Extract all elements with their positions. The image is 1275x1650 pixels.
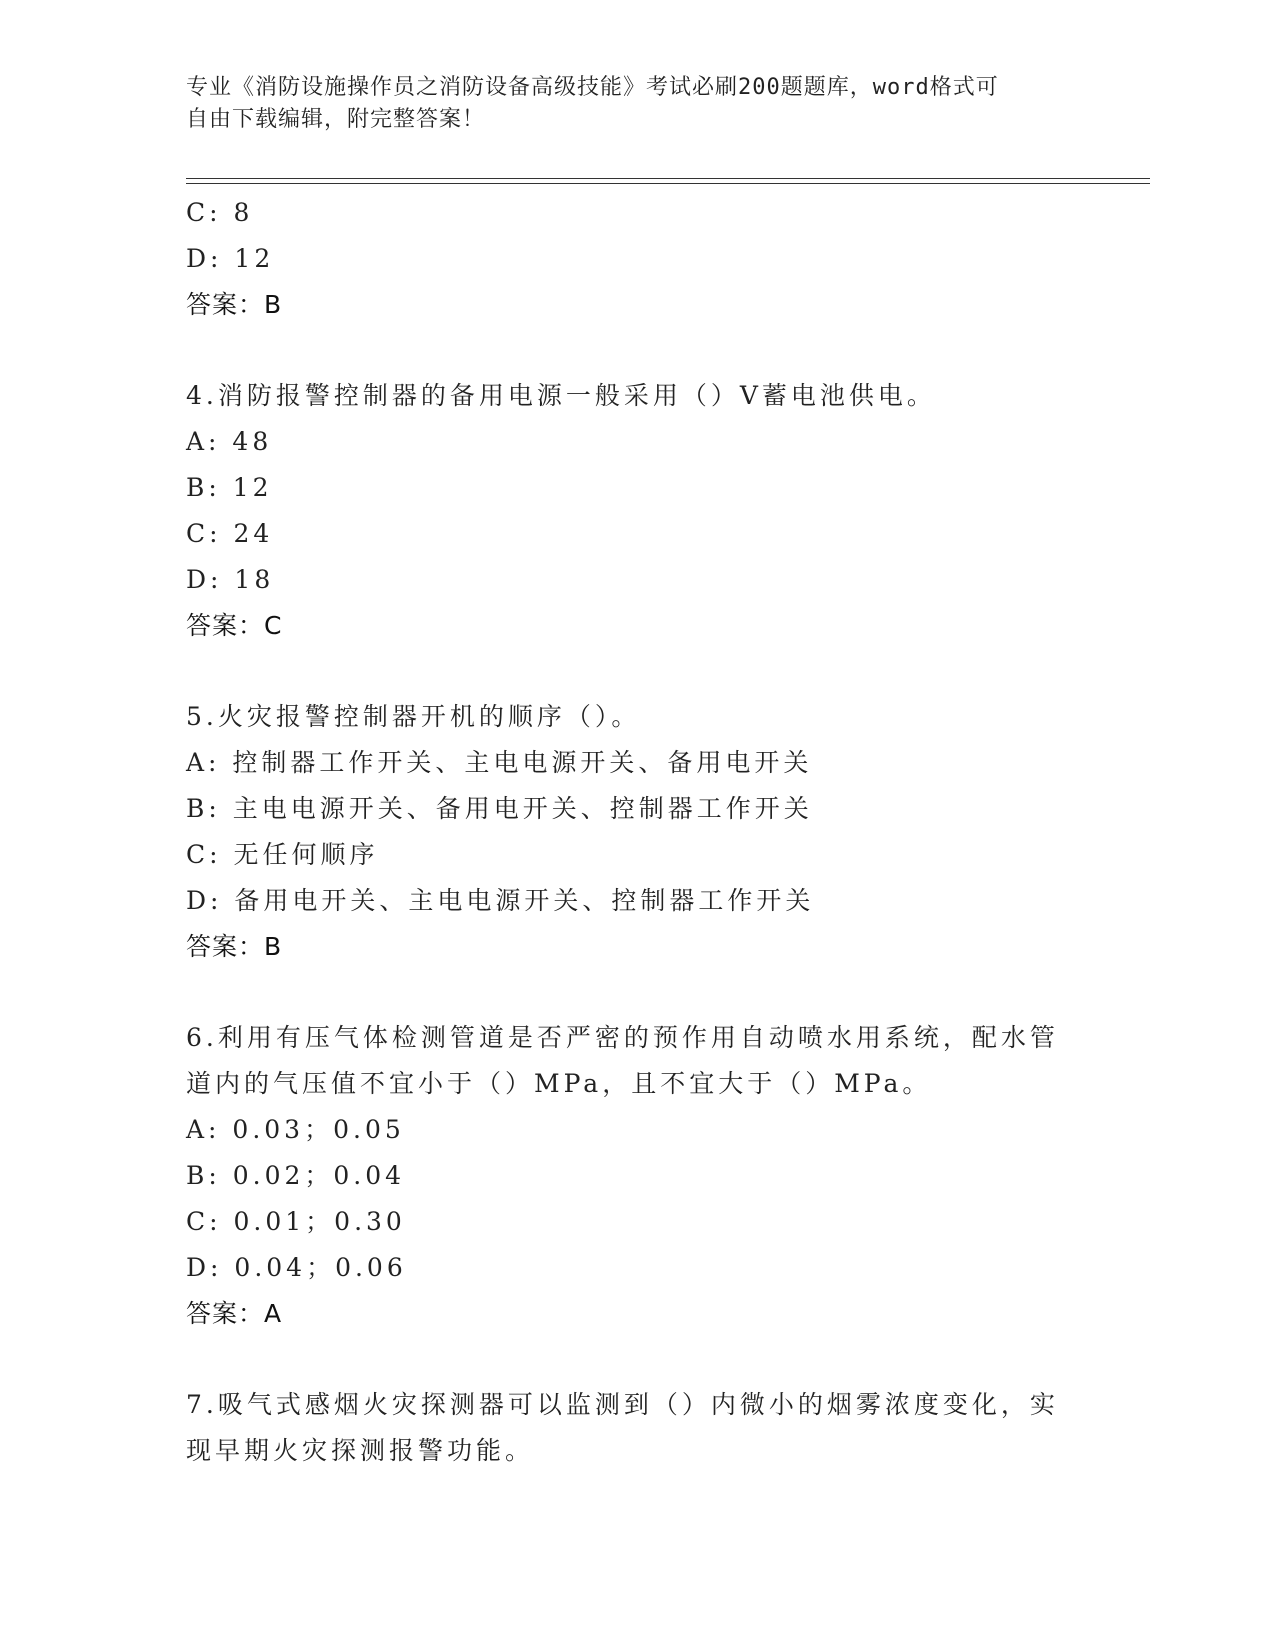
option-c: C: 8: [186, 198, 254, 227]
document-header: [186, 72, 1066, 136]
header-line-2: 自由下载编辑，附完整答案！: [186, 107, 486, 132]
option-d: D: 18: [186, 565, 275, 594]
question-7: [186, 1382, 1086, 1474]
question-4: [186, 373, 1086, 649]
question-stem-line-1: 6.利用有压气体检测管道是否严密的预作用自动喷水用系统，配水管: [186, 1023, 1059, 1052]
answer-line: 答案：C: [186, 611, 283, 640]
answer-line: 答案：A: [186, 1299, 283, 1328]
option-b: B: 0.02；0.04: [186, 1161, 406, 1190]
question-stem-line-2: 现早期火灾探测报警功能。: [186, 1436, 535, 1465]
question-list: [186, 190, 1086, 1474]
option-c: C: 0.01；0.30: [186, 1207, 406, 1236]
question-stem: 4.消防报警控制器的备用电源一般采用（）V蓄电池供电。: [186, 381, 936, 410]
question-stem-line-2: 道内的气压值不宜小于（）MPa，且不宜大于（）MPa。: [186, 1069, 932, 1098]
question-3-continued: [186, 190, 1086, 328]
question-5: [186, 694, 1086, 970]
option-b: B: 12: [186, 473, 273, 502]
option-c: C: 24: [186, 519, 274, 548]
spacer: [186, 1337, 1086, 1382]
spacer: [186, 970, 1086, 1015]
option-a: A: 0.03；0.05: [186, 1115, 405, 1144]
question-stem: 5.火灾报警控制器开机的顺序（）。: [186, 702, 641, 731]
option-a: A: 控制器工作开关、主电电源开关、备用电开关: [186, 748, 813, 777]
spacer: [186, 328, 1086, 373]
answer-line: 答案：B: [186, 290, 283, 319]
answer-line: 答案：B: [186, 932, 283, 961]
option-d: D: 0.04；0.06: [186, 1253, 407, 1282]
option-d: D: 备用电开关、主电电源开关、控制器工作开关: [186, 886, 815, 915]
question-6: [186, 1015, 1086, 1337]
question-stem-line-1: 7.吸气式感烟火灾探测器可以监测到（）内微小的烟雾浓度变化，实: [186, 1390, 1059, 1419]
option-d: D: 12: [186, 244, 275, 273]
option-b: B: 主电电源开关、备用电开关、控制器工作开关: [186, 794, 813, 823]
spacer: [186, 649, 1086, 694]
header-line-1: 专业《消防设施操作员之消防设备高级技能》考试必刷200题题库，word格式可: [186, 75, 999, 100]
option-c: C: 无任何顺序: [186, 840, 379, 869]
header-rule-top: [186, 178, 1150, 179]
option-a: A: 48: [186, 427, 273, 456]
header-rule-bottom: [186, 183, 1150, 184]
